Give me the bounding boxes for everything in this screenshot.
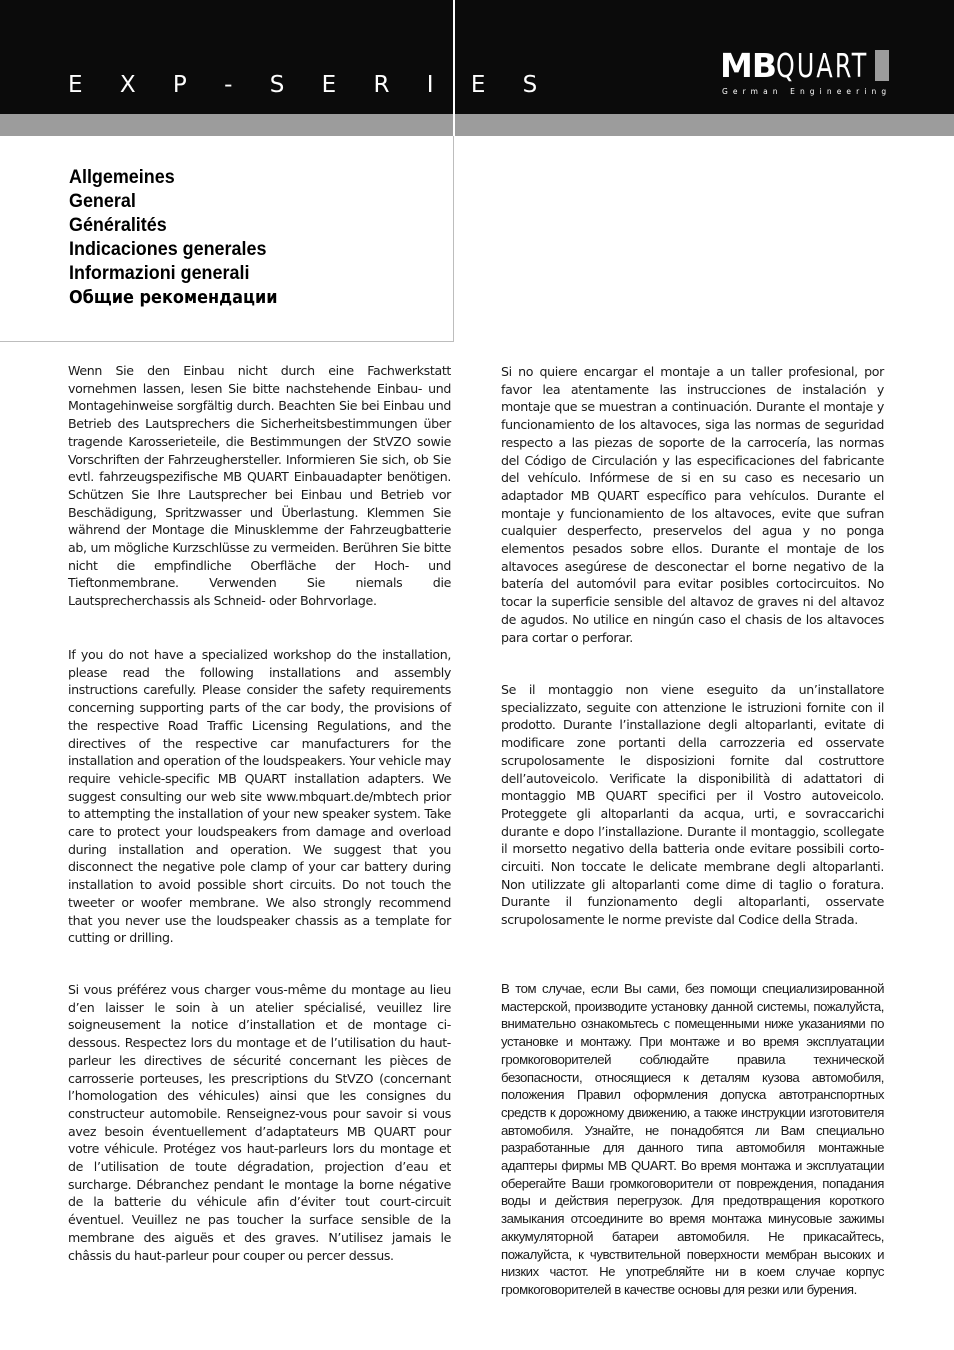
section-headings xyxy=(69,165,296,311)
paragraph-english: If you do not have a specialized workshop do the installation, please read the following installations and assembly instructions carefully. Please consider the safety requirements concerning supporting parts of the car body, the provisions of the respective Road Traffic Licensing Regulations, and the directives of the respective car manufacturers for the installation and operation of the loudspeakers. Your vehicle may require vehicle-specific MB QUART installation adapters. We suggest consulting our web site www.mbquart.de/mbtech prior to attempting the installation of your new speaker system. Take care to protect your loudspeakers from damage and overload during installation and operation. We suggest that you disconnect the negative pole clamp of your car battery during installation to avoid possible short circuits. Do not touch the tweeter or woofer membrane. We also strongly recommend that you never use the loudspeaker chassis as a template for cutting or drilling. xyxy=(68,647,451,946)
heading-spanish: Indicaciones generales xyxy=(69,238,267,260)
headings-box-bottom-rule xyxy=(0,341,454,342)
logo-quart-text: QUART xyxy=(776,46,869,85)
heading-italian: Informazioni generali xyxy=(69,262,250,284)
heading-german: Allgemeines xyxy=(69,166,175,188)
logo-tagline: German Engineering xyxy=(722,87,892,96)
header-divider xyxy=(453,0,455,136)
paragraph-german: Wenn Sie den Einbau nicht durch eine Fachwerkstatt vornehmen lassen, lesen Sie bitte nachstehende Einbau- und Montagehinweise sorgfältig durch. Beachten Sie bei Einbau und Betrieb des Lautsprechers die Sicherheitsbestimmungen über tragende Karosserieteile, die Bestimmungen der StVZO sowie Vorschriften der Fahrzeughersteller. Informieren Sie sich, ob Sie evtl. fahrzeugspezifische MB QUART Einbauadapter benötigen. Schützen Sie Ihre Lautsprecher bei Einbau und Betrieb vor Beschädigung, Spritzwasser und Überlastung. Klemmen Sie während der Montage die Minusklemme der Fahrzeugbatterie ab, um mögliche Kurzschlüsse zu vermeiden. Berühren Sie bitte nicht die empfindliche Oberfläche der Hoch- und Tieftonmembrane. Verwenden Sie niemals die Lautsprecherchassis als Schneid- oder Bohrvorlage. xyxy=(68,363,451,609)
mb-quart-logo xyxy=(720,48,892,98)
heading-russian: Общие рекомендации xyxy=(69,288,278,308)
paragraph-italian: Se il montaggio non viene eseguito da un’installatore specializzato, seguite con attenzione le istruzioni fornite con il prodotto. Durante l’installazione degli altoparlanti, evitate di modificare zone portanti della carrozzeria ed osservate scrupolosamente le disposizioni fornite dal costruttore dell’autoveicolo. Verificate la disponibilità di adattatori di montaggio MB QUART specifici per il Vostro autoveicolo. Proteggete gli altoparlanti da acqua, urti, e sovraccarichi durante e dopo l’installazione. Durante il montaggio, scollegate il morsetto negativo della batteria onde evitare possibili corto-circuiti. Non toccate le delicate membrane degli altoparlanti. Non utilizzate gli altoparlanti come dime di taglio o foratura. Durante il funzionamento degli altoparlanti, osservate scrupolosamente le norme previste dal Codice della Strada. xyxy=(501,682,884,928)
series-title: E X P - S E R I E S xyxy=(68,72,553,98)
heading-french: Généralités xyxy=(69,214,167,236)
paragraph-french: Si vous préférez vous charger vous-même du montage au lieu d’en laisser le soin à un atelier spécialisé, veuillez lire soigneusement la notice d’installation et de montage ci-dessous. Respectez lors du montage et de l’utilisation du haut-parleur les directives de sécurité concernant les pièces de carrosserie porteuses, les prescriptions du StVZO (concernant l’homologation des véhicules) ainsi que les consignes du constructeur automobile. Renseignez-vous pour savoir si vous avez besoin éventuellement d’adaptateurs MB QUART pour votre véhicule. Protégez vos haut-parleurs lors du montage et de l’utilisation de toute dégradation, projection d’eau et surcharge. Débranchez pendant le montage la borne négative de la batterie du véhicule afin d’éviter tout court-circuit éventuel. Veuillez ne pas toucher la surface sensible de la membrane des aiguës et des graves. N’utilisez jamais le châssis du haut-parleur pour couper ou percer dessus. xyxy=(68,982,451,1263)
logo-square-mark xyxy=(875,50,889,81)
paragraph-spanish: Si no quiere encargar el montaje a un taller profesional, por favor lea atentamente las instrucciones de instalación y montaje que se muestran a continuación. Durante el montaje y funcionamiento de los altavoces, siga las normas de seguridad respecto a las piezas de soporte de la carrocería, las normas del Código de Circulación y las especificaciones del fabricante del vehículo. Infórmese de si en su caso es necesario un adaptador MB QUART específico para vehículos. Durante el montaje y funcionamiento de los altavoces, evite que sufran cualquier desperfecto, preservelos del agua y no ponga elementos pesados sobre ellos. Durante el montaje de los altavoces asegúrese de desconectar el borne negativo de la batería del automóvil para evitar posibles cortocircuitos. No tocar la superficie sensible del altavoz de graves ni del altavoz de agudos. No utilice en ningún caso el chasis de los altavoces para cortar o perforar. xyxy=(501,364,884,645)
paragraph-russian: В том случае, если Вы сами, без помощи специализированной мастерской, производите установку данной системы, пожалуйста, внимательно ознакомьтесь с помещенными ниже указаниями по установке и монтажу. При монтаже и во время эксплуатации громкоговорителей соблюдайте правила технической безопасности, относящиеся к деталям кузова автомобиля, положения Правил оформления допуска автотранспортных средств к дорожному движению, а также инструкции изготовителя автомобиля. Узнайте, не понадобятся ли Вам специально разработанные для данного типа автомобиля монтажные адаптеры фирмы MB QUART. Во время монтажа и эксплуатации оберегайте Ваши громкоговорители от повреждения, попадания воды и действия перегрузок. Для предотвращения короткого замыкания отсоедините во время монтажа минусовые зажимы аккумуляторной батареи автомобиля. Не прикасайтесь, пожалуйста, к чувствительной поверхности мембран высоких и низких частот. Не употребляйте ни в коем случае корпус громкоговорителей в качестве основы для резки или бурения. xyxy=(501,981,884,1297)
header-accent-band xyxy=(0,114,954,136)
headings-box-right-rule xyxy=(453,136,454,341)
logo-mb-text: MB xyxy=(720,46,776,85)
heading-english: General xyxy=(69,190,136,212)
